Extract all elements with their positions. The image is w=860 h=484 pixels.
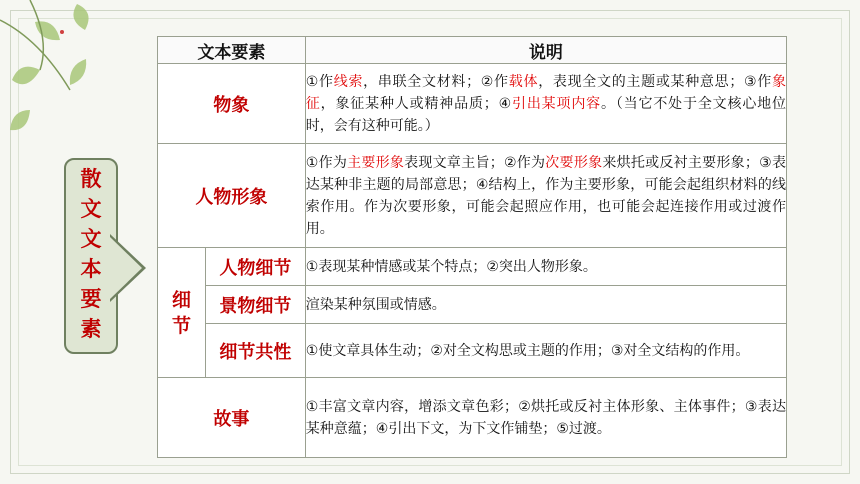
elements-table [157,36,787,458]
table-row [158,248,787,286]
row-label-wuxiang: 物象 [158,64,306,144]
table-row [158,286,787,324]
row-label-xijie-gongxing: 细节共性 [205,324,305,378]
header-explanation: 说明 [305,37,786,64]
row-label-renwu-xijie: 人物细节 [205,248,305,286]
row-desc-xijie-gongxing: ①使文章具体生动；②对全文构思或主题的作用；③对全文结构的作用。 [305,324,786,378]
row-desc-gushi: ①丰富文章内容，增添文章色彩；②烘托或反衬主体形象、主体事件；③表达某种意蕴；④引出下文，为下文作铺垫；⑤过渡。 [305,378,786,458]
table-row [158,144,787,248]
side-label-text: 散 文 文 本 要 素 [80,167,102,341]
table-row [158,324,787,378]
row-desc-renwu: ①作为主要形象表现文章主旨；②作为次要形象来烘托或反衬主要形象；③表达某种非主题的局部意思；④结构上，作为主要形象，可能会起组织材料的线索作用。作为次要形象，可能会起照应作用，也可能会起连接作用或过渡作用。 [305,144,786,248]
xijie-label: 细节 [171,288,191,337]
table-row [158,64,787,144]
row-label-gushi: 故事 [158,378,306,458]
row-desc-jingwu-xijie: 渲染某种氛围或情感。 [305,286,786,324]
ginkgo-leaves-decoration [0,0,140,150]
row-desc-wuxiang: ①作线索，串联全文材料；②作载体，表现全文的主题或某种意思；③作象征，象征某种人或精神品质；④引出某项内容。（当它不处于全文核心地位时，会有这种可能。） [305,64,786,144]
row-label-xijie [158,248,206,378]
row-label-renwu: 人物形象 [158,144,306,248]
header-elements: 文本要素 [158,37,306,64]
row-label-jingwu-xijie: 景物细节 [205,286,305,324]
table-header-row [158,37,787,64]
row-desc-renwu-xijie: ①表现某种情感或某个特点；②突出人物形象。 [305,248,786,286]
table-row [158,378,787,458]
